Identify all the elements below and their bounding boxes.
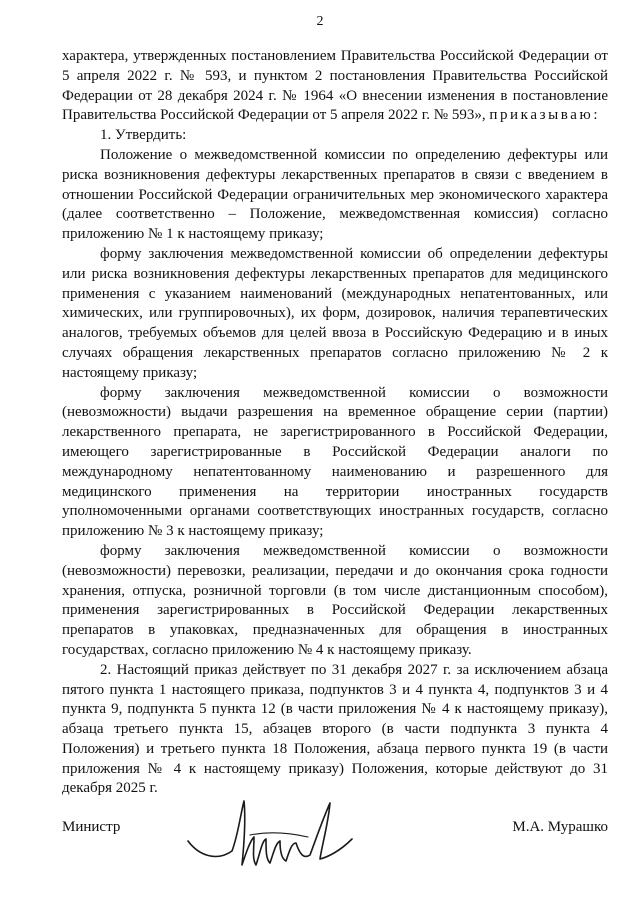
handwritten-signature (180, 795, 360, 895)
signature-block (62, 815, 608, 895)
signatory-position: Министр (62, 819, 121, 835)
item-1-paragraph: форму заключения межведомственной комиссии о возможности (невозможности) перевозки, реализации, передачи и до окончания срока годности хранения, отпуска, розничной торговли (в том числе дистанционным способом), применения зарегистрированных в Российской Федерации лекарственных препаратов в упаковках, предназначенных для обращения в иностранных государствах, согласно приложению № 4 к настоящему приказу. (62, 542, 608, 658)
item-2-paragraph: 2. Настоящий приказ действует по 31 декабря 2027 г. за исключением абзаца пятого пункта 1 настоящего приказа, подпунктов 3 и 4 пункта 4, подпунктов 3 и 4 пункта 9, подпункта 5 пункта 12 (в части приложения № 4 к настоящему приказу), абзаца третьего пункта 15, абзацев второго (в части подпункта 3 пункта 4 Положения) и третьего пункта 18 Положения, абзаца первого пункта 19 (в части приложения № 4 к настоящему приказу) Положения, которые действуют до 31 декабря 2025 г. (62, 661, 608, 797)
item-1-paragraph: форму заключения межведомственной комиссии об определении дефектуры или риска возникновения дефектуры лекарственных препаратов для медицинского применения с указанием наименований (международных непатентованных, или химических, или группировочных), их форм, дозировок, наличия терапевтических аналогов, требуемых объемов для целей ввоза в Российскую Федерацию и в иных случаях обращения лекарственных препаратов согласно приложению № 2 к настоящему приказу; (62, 245, 608, 381)
item-1-heading: 1. Утвердить: (100, 127, 187, 144)
intro-text: характера, утвержденных постановлением Правительства Российской Федерации от 5 апреля 2022 г. № 593, и пунктом 2 постановления Правительства Российской Федерации от 28 декабря 2024 г. № 1964 «О внесении изменения в постановление Правительства Российской Федерации от 5 апреля 2022 г. № 593», (62, 48, 608, 124)
document-body (62, 47, 608, 799)
page-number: 2 (316, 14, 324, 29)
item-1-paragraph: Положение о межведомственной комиссии по определению дефектуры или риска возникновения дефектуры лекарственных препаратов в связи с введением в отношении Российской Федерации ограничительных мер экономического характера (далее соответственно – Положение, межведомственная комиссия) согласно приложению № 1 к настоящему приказу; (62, 146, 608, 243)
signatory-name: М.А. Мурашко (512, 819, 608, 835)
item-1-paragraph: форму заключения межведомственной комиссии о возможности (невозможности) выдачи разрешения на временное обращение серии (партии) лекарственного препарата, не зарегистрированного в Российской Федерации, имеющего зарегистрированные в Российской Федерации аналоги по международному непатентованному наименованию и разрешенного для медицинского применения на территории иностранных государств уполномоченными органами соответствующих иностранных государств, согласно приложению № 3 к настоящему приказу; (62, 384, 608, 540)
intro-paragraph (62, 47, 608, 126)
order-word: приказываю: (489, 107, 601, 124)
